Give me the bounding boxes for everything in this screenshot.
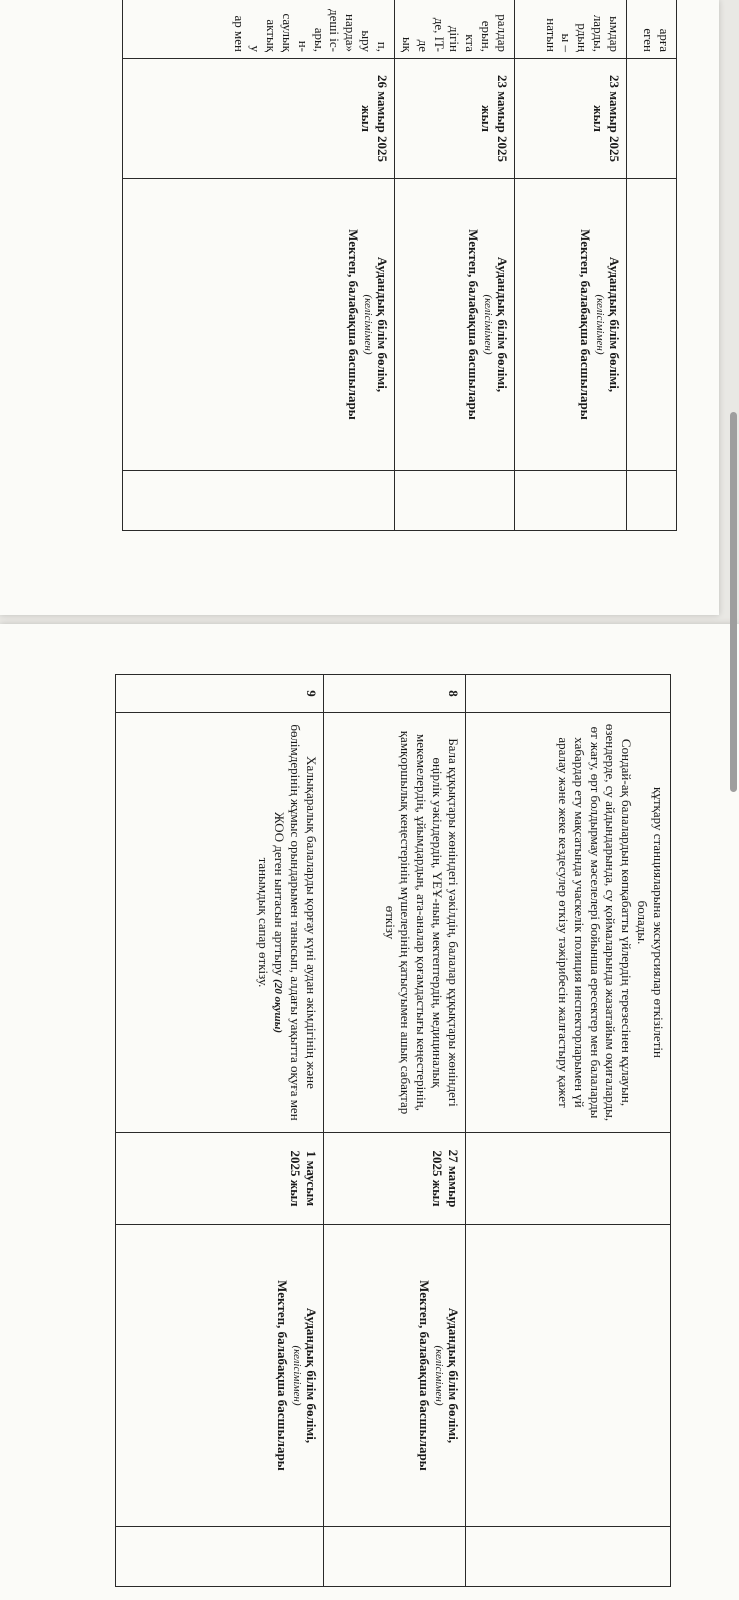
schedule-table-bottom [116,674,671,1586]
responsible-schools: Мектеп, балабақша басшылары [465,229,481,420]
description-fragment: нарда» [343,14,359,52]
empty-cell [394,471,514,531]
description-fragment: ерын, [479,20,495,52]
description-cell [116,713,324,1133]
responsible-schools: Мектеп, балабақша басшылары [345,229,361,420]
schedule-table-top [125,0,677,530]
description-cell [394,0,514,59]
date-cell: 1 маусым 2025 жыл [116,1133,324,1225]
description-fragment: ымдар [607,16,622,52]
row-number-cell: 8 [324,675,466,713]
date-cell [466,1133,671,1225]
table-row [394,0,514,531]
row-number-cell [466,675,671,713]
date-cell [627,59,677,179]
date-cell: 26 мамыр 2025 жыл [122,59,394,179]
description-fragment: дігін [447,25,463,52]
description-fragment: ыру [359,30,375,52]
table-row [116,675,324,1587]
date-cell: 27 мамыр 2025 жыл [324,1133,466,1225]
empty-cell [515,471,627,531]
empty-cell [116,1527,324,1587]
description-fragment: ларды, [591,14,607,52]
table-row [466,675,671,1587]
responsible-dept: Аудандық білім бөлімі, [495,256,510,393]
responsible-dept: Аудандық білім бөлімі, [374,256,390,393]
responsible-schools: Мектеп, балабақша басшылары [416,1280,432,1471]
responsible-cell [116,1225,324,1527]
empty-cell [122,471,394,531]
table-row [515,0,627,531]
description-line: Халықаралық балаларды қорғау күні аудан әкімдігінің және бөлімдерінің жұмыс орындарымен танысып, алдағы уақытта оқуға мен ЖОО деген ынтасын арттыру [272,724,319,1121]
description-fragment: н-саулық [279,13,311,52]
empty-cell [627,471,677,531]
description-cell [515,0,627,59]
responsible-schools: Мектеп, балабақша басшылары [577,229,593,420]
row-number-cell: 9 [116,675,324,713]
description-line: Бала құқықтары жөніндегі уәкілдің, балалар құқықтары жөніндегі өңірлік уәкілдердің, ҮЕҰ-ның, мектептердің, медициналық мекемелердің, ұйымдардың, ата-аналар қоғамдастығы кеңестерінің, қамқоршылық кеңестерінің мүшелерінің қатысуымен ашық сабақтар өткізу [382,730,461,1115]
responsible-schools: Мектеп, балабақша басшылары [274,1280,290,1471]
responsible-note: (келісімімен) [594,294,607,355]
responsible-dept: Аудандық білім бөлімі, [304,1307,319,1444]
description-line: құтқару станцияларына экскурсиялар өткізілетін [651,787,666,1058]
table-row [122,0,394,531]
description-cell [627,0,677,59]
responsible-cell [122,179,394,471]
responsible-note: (келісімімен) [291,1345,304,1406]
description-line: Сондай-ақ балалардың көпқабатты үйлердің терезесінен құлауын, өзендерде, су айдындарында, су қоймаларында жазатайым оқиғаларды, өт жағу, өрт болдырмау мәселелері бойынша ересектер мен балаларды хабардар ету мақсатында учаскелік полиция инспекторларымен үй аралау және жеке кездесулер өткізу тәжірибесін жалғастыру қажет [555,723,635,1122]
description-fragment: натын [543,18,559,52]
description-fragment: п, [374,41,390,52]
description-fragment: кта [463,34,479,52]
empty-cell [324,1527,466,1587]
description-cell [122,0,394,59]
responsible-cell [515,179,627,471]
table-row [627,0,677,531]
responsible-cell [394,179,514,471]
responsible-cell [627,179,677,471]
table-row [324,675,466,1587]
description-fragment: де, IT- [431,17,447,52]
description-cell [466,713,671,1133]
responsible-dept: Аудандық білім бөлімі, [446,1307,461,1444]
description-fragment: ралдар [495,14,510,52]
description-note: (20 оқушы) [272,979,285,1033]
responsible-note: (келісімімен) [482,294,495,355]
document-page-top [0,0,719,615]
description-fragment: актық [263,19,279,52]
responsible-dept: Аудандық білім бөлімі, [607,256,622,393]
date-cell: 23 мамыр 2025 жыл [394,59,514,179]
description-fragment: ық [399,36,415,52]
responsible-cell [466,1225,671,1527]
description-fragment: деші іс- [327,9,343,52]
responsible-note: (келісімімен) [362,294,375,355]
responsible-cell [324,1225,466,1527]
description-fragment: ары, [311,27,327,52]
document-page-bottom [0,624,739,1600]
scrollbar[interactable] [730,412,737,792]
empty-cell [466,1527,671,1587]
description-fragment: де [415,39,431,52]
responsible-note: (келісімімен) [433,1345,446,1406]
description-cell [324,713,466,1133]
date-cell: 23 мамыр 2025 жыл [515,59,627,179]
description-fragment: ар мен [232,15,248,52]
description-fragment: арға [657,28,672,52]
description-fragment: у [248,45,264,52]
description-line: болады. [635,900,651,945]
description-line: танымдық сапар өткізу. [255,857,271,988]
description-fragment: рдың [575,23,591,52]
description-fragment: еген [641,28,657,52]
description-fragment: ы – [559,33,575,52]
